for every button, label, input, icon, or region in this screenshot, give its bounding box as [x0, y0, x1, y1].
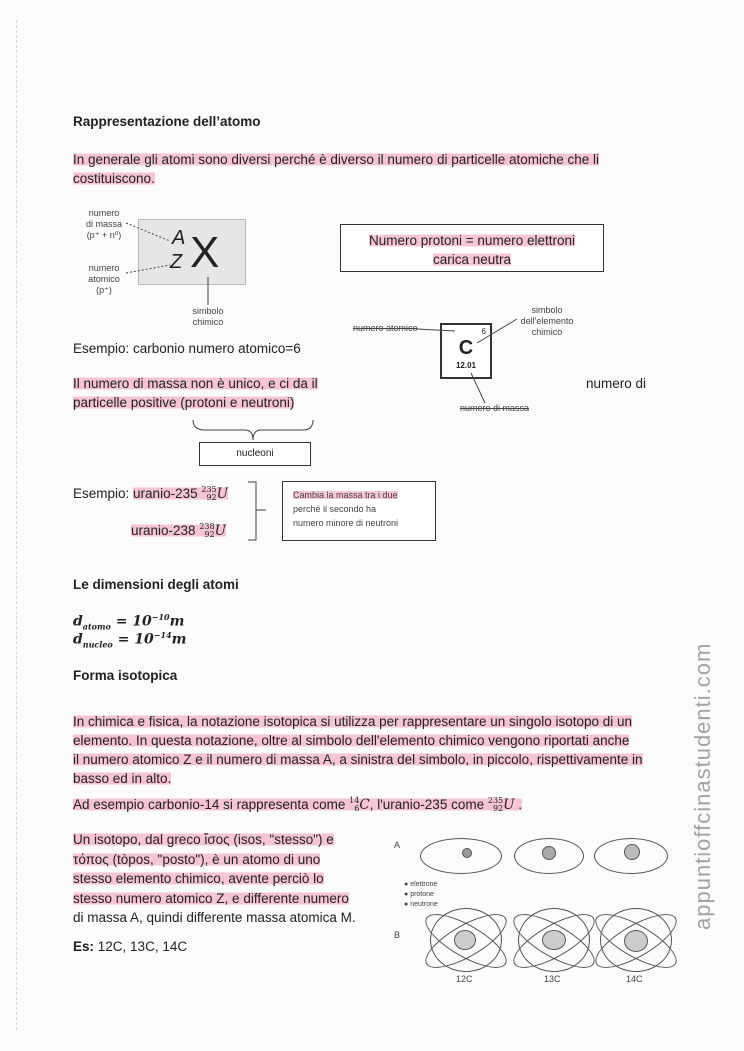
carbon-atomic-number: 6	[481, 327, 486, 336]
example-carbon: Esempio: carbonio numero atomico=6	[73, 341, 301, 356]
atom-a1	[420, 838, 502, 874]
atomic-number-label: numero atomico (p⁺)	[88, 263, 120, 295]
element-symbol-X: X	[190, 228, 220, 277]
mass-number-label: numero di massa (p⁺ + n⁰)	[85, 208, 122, 240]
symbol-label: simbolo chimico	[192, 306, 224, 327]
neutral-charge-box: Numero protoni = numero elettroni carica neutra	[340, 224, 604, 272]
mass-number-trailing: numero di	[586, 376, 647, 391]
uranium-238: uranio-238 238 92U	[131, 522, 226, 540]
mass-number-A: A	[172, 227, 186, 249]
watermark: appuntioffcinastudenti.com	[690, 642, 715, 930]
nucleus-b2	[542, 930, 566, 950]
nucleus-b3	[624, 930, 648, 952]
uranium-bracket	[244, 480, 284, 544]
isotopic-paragraph: In chimica e fisica, la notazione isotopica si utilizza per rappresentare un singolo isotopo di un elemento. In questa notazione, oltre al simbolo dell'elemento chimico vengono riportati anche il numero atomico Z e il numero di massa A, a sinistra del simbolo, in piccolo, rispettivamente in basso ed in alto.	[73, 714, 643, 786]
section-title-atom: Rappresentazione dell’atomo	[73, 114, 261, 129]
isotope-examples: Es: 12C, 13C, 14C	[73, 939, 188, 954]
mass-number-paragraph: Il numero di massa non è unico, e ci da il particelle positive (protoni e neutroni)	[73, 376, 318, 410]
figure-label-b: B	[394, 930, 401, 940]
section-title-isotopic: Forma isotopica	[73, 668, 178, 683]
caption-14c: 14C	[626, 974, 643, 984]
margin-rule	[16, 20, 18, 1030]
caption-12c: 12C	[456, 974, 473, 984]
notation-diagram	[70, 205, 260, 330]
carbon-symbol: C	[458, 337, 474, 359]
figure-legend: ● elettrone ● protone ● neutrone	[404, 881, 438, 908]
nucleus-diameter: $d_{nucleo} = 10^{-14}m$	[73, 630, 187, 650]
caption-13c: 13C	[544, 974, 561, 984]
atom-diameter: $d_{atomo} = 10^{-10}m$	[73, 612, 185, 632]
figure-label-a: A	[394, 840, 401, 850]
nucleus-a3	[624, 844, 640, 860]
uranium-note-box: Cambia la massa tra i due perché il secondo ha numero minore di neutroni	[282, 481, 436, 541]
atomic-number-caption: numero atomico	[353, 323, 418, 333]
nucleoni-box: nucleoni	[199, 442, 311, 466]
isotope-definition: Un isotopo, dal greco ἴσος (isos, "stesso") e τόπος (tòpos, "posto"), è un atomo di uno stesso elemento chimico, avente perciò lo stesso numero atomico Z, e differente numero di massa A, quindi differente massa atomica M.	[73, 832, 356, 925]
uranium-example: Esempio: uranio-235 235 92U	[73, 485, 229, 503]
symbol-caption: simbolo dell'elemento chimico	[520, 305, 574, 337]
section-title-dimensions: Le dimensioni degli atomi	[73, 577, 239, 592]
nucleus-a2	[542, 846, 556, 860]
carbon-mass: 12.01	[455, 361, 477, 370]
isotopic-example: Ad esempio carbonio-14 si rappresenta come 14 6C, l'uranio-235 come 235 92U .	[73, 796, 523, 814]
atomic-number-Z: Z	[170, 251, 183, 273]
nucleus-b1	[454, 930, 476, 950]
mass-number-caption: numero di massa	[460, 403, 530, 413]
intro-paragraph: In generale gli atomi sono diversi perché è diverso il numero di particelle atomiche che li costituiscono.	[73, 152, 600, 186]
nucleus-a1	[462, 848, 472, 858]
isotope-figure	[390, 830, 680, 990]
